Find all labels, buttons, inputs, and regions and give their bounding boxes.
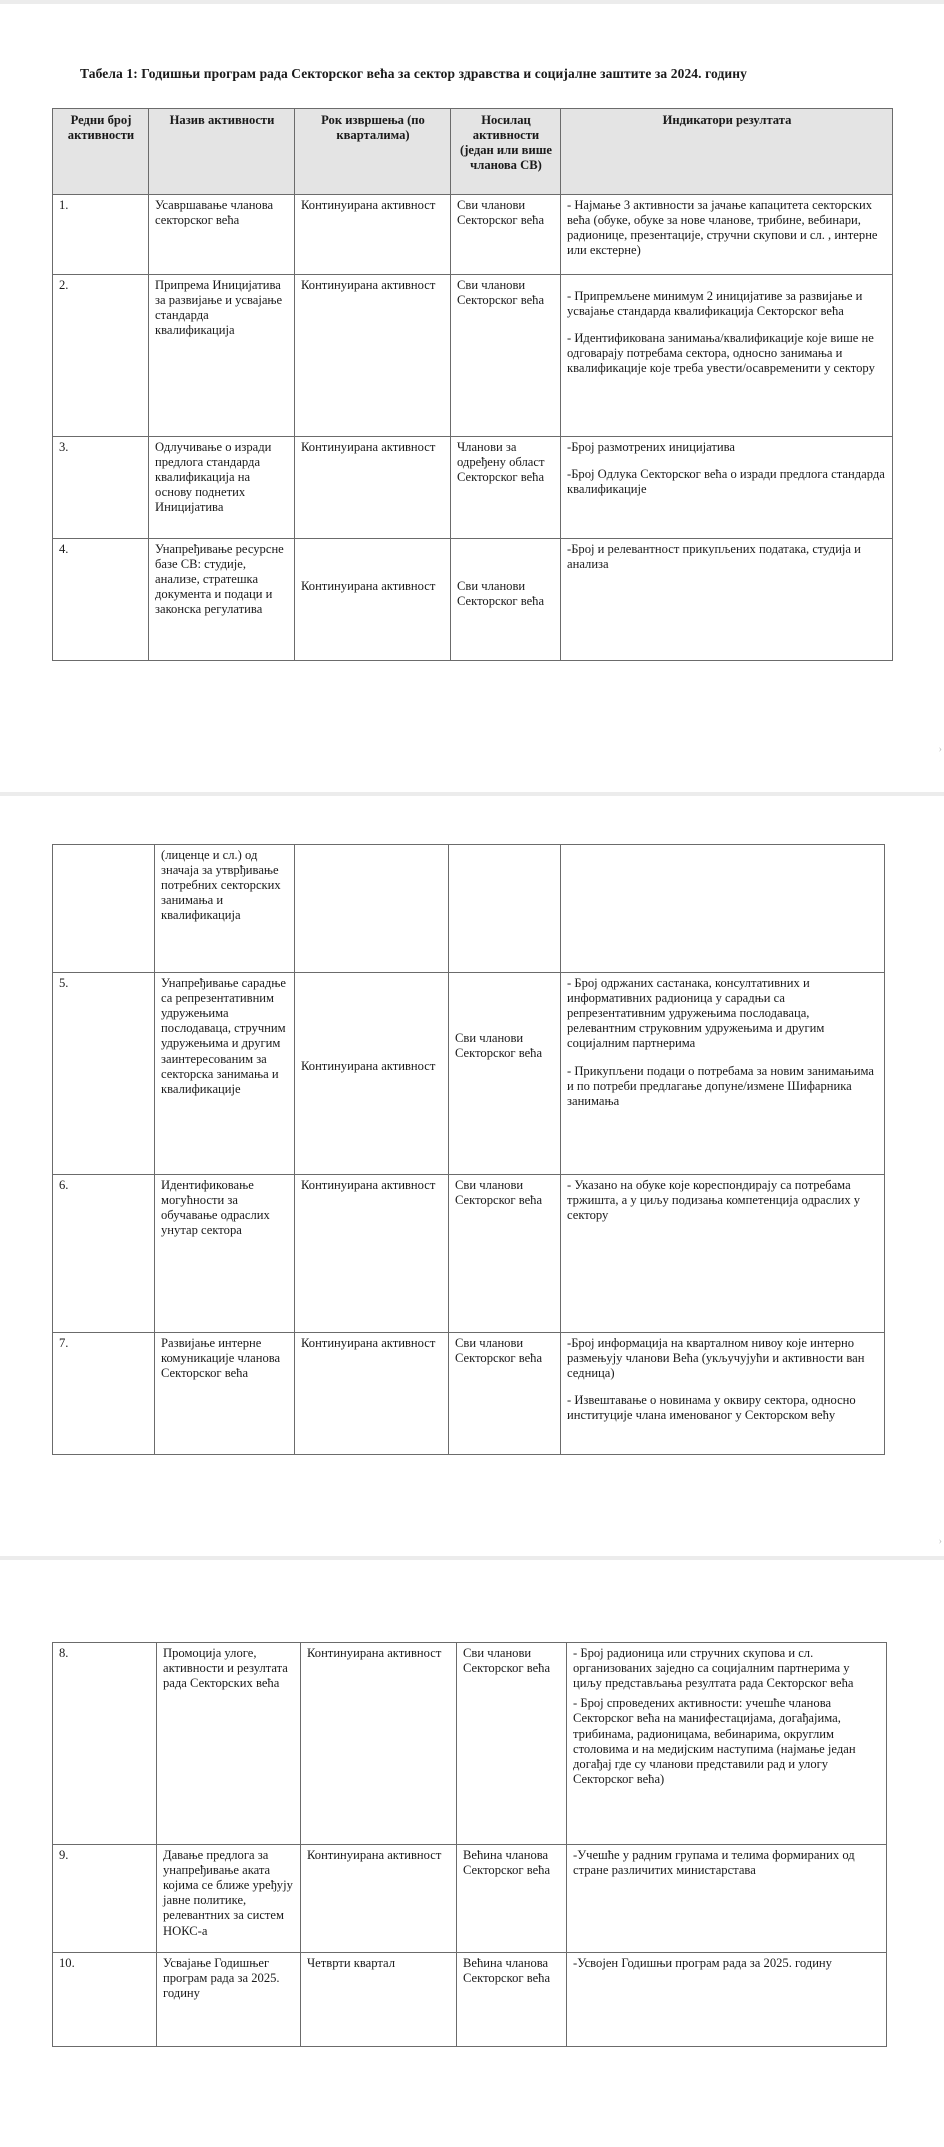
activity-owner: Већина чланова Секторског већа — [457, 1845, 567, 1953]
row-number: 4. — [53, 539, 149, 661]
empty-cell — [295, 845, 449, 973]
row-number-empty — [53, 845, 155, 973]
indicator-text: - Извештавање о новинама у оквиру сектора, односно институције члана именованог у Секторском већу — [567, 1393, 856, 1423]
document-page-3 — [0, 1560, 944, 2147]
row-number: 5. — [53, 973, 155, 1175]
indicator-text: - Број спроведених активности: учешће чланова Секторског већа на манифестацијама, догађајима, трибинама, радионицама, вебинарима, округлим столовима и на медијским наступима (најмање један догађај где су чланови представили рад и улогу Секторског већа) — [573, 1696, 856, 1786]
indicator-text: -Број размотрених иницијатива — [567, 440, 735, 454]
table-row — [53, 1643, 887, 1845]
indicator-text: -Број и релевантност прикупљених података, студија и анализа — [567, 542, 861, 572]
activity-name: Унапређивање сарадње са репрезентативним удружењима послодаваца, стручним удружењима и другим заинтересованим за секторска занимања и квалификације — [155, 973, 295, 1175]
table-row-continued — [53, 845, 885, 973]
table-row — [53, 437, 893, 539]
indicator-text: - Најмање 3 активности за јачање капацитета секторских већа (обуке, обуке за нове чланове, трибине, вебинари, радионице, презентације, стручни скупови и сл. , интерне или екстерне) — [567, 198, 878, 258]
table-row — [53, 1845, 887, 1953]
activity-table-part-2 — [52, 844, 885, 1455]
margin-mark: › — [938, 744, 942, 755]
activity-deadline: Континуирана активност — [295, 973, 449, 1175]
table-header-row — [53, 109, 893, 195]
header-indicators: Индикатори резултата — [561, 109, 893, 195]
empty-cell — [561, 845, 885, 973]
activity-indicators — [561, 973, 885, 1175]
indicator-text: -Број информација на кварталном нивоу које интерно размењују чланови Већа (укључујући и активности ван седница) — [567, 1336, 865, 1381]
row-number: 10. — [53, 1953, 157, 2047]
activity-owner: Сви чланови Секторског већа — [457, 1643, 567, 1845]
activity-indicators — [567, 1643, 887, 1845]
table-row — [53, 1953, 887, 2047]
table-row — [53, 1175, 885, 1333]
empty-cell — [449, 845, 561, 973]
indicator-text: -Учешће у радним групама и телима формираних од стране различитих министарстава — [573, 1848, 855, 1878]
activity-name: Развијање интерне комуникације чланова Секторског већа — [155, 1333, 295, 1455]
activity-indicators — [561, 275, 893, 437]
activity-owner: Сви чланови Секторског већа — [449, 1333, 561, 1455]
row-number: 6. — [53, 1175, 155, 1333]
activity-name: Одлучивање о изради предлога стандарда квалификација на основу поднетих Иницијатива — [149, 437, 295, 539]
indicator-text: - Указано на обуке које кореспондирају са потребама тржишта, а у циљу подизања компетенција одраслих у сектору — [567, 1178, 861, 1223]
activity-indicators — [561, 437, 893, 539]
activity-name: Унапређивање ресурсне базе СВ: студије, анализе, стратешка документа и подаци и законска регулатива — [149, 539, 295, 661]
header-owner: Носилац активности (један или више чланова СВ) — [451, 109, 561, 195]
header-activity-name: Назив активности — [149, 109, 295, 195]
activity-deadline: Континуирана активност — [295, 437, 451, 539]
row-number: 3. — [53, 437, 149, 539]
activity-owner: Већина чланова Секторског већа — [457, 1953, 567, 2047]
row-number: 2. — [53, 275, 149, 437]
activity-indicators — [567, 1953, 887, 2047]
activity-deadline: Континуирана активност — [301, 1643, 457, 1845]
table-caption: Табела 1: Годишњи програм рада Секторског већа за сектор здравства и социјалне заштите за 2024. годину — [80, 66, 747, 81]
table-row — [53, 539, 893, 661]
table-row — [53, 275, 893, 437]
table-row — [53, 973, 885, 1175]
activity-owner: Чланови за одређену област Секторског већа — [451, 437, 561, 539]
row-number: 1. — [53, 195, 149, 275]
header-deadline: Рок извршења (по кварталима) — [295, 109, 451, 195]
activity-indicators — [561, 539, 893, 661]
activity-table-part-3 — [52, 1642, 887, 2047]
activity-owner: Сви чланови Секторског већа — [451, 195, 561, 275]
activity-deadline: Континуирана активност — [301, 1845, 457, 1953]
row-number: 7. — [53, 1333, 155, 1455]
activity-name: Припрема Иницијатива за развијање и усвајање стандарда квалификација — [149, 275, 295, 437]
document-page-2 — [0, 796, 944, 1556]
indicator-text: -Број Одлука Секторског већа о изради предлога стандарда квалификације — [567, 467, 885, 497]
activity-name: Идентификовање могућности за обучавање одраслих унутар сектора — [155, 1175, 295, 1333]
activity-owner: Сви чланови Секторског већа — [449, 973, 561, 1175]
activity-indicators — [561, 1333, 885, 1455]
activity-owner: Сви чланови Секторског већа — [449, 1175, 561, 1333]
table-row — [53, 1333, 885, 1455]
activity-owner: Сви чланови Секторског већа — [451, 539, 561, 661]
activity-name: Усвајање Годишњег програм рада за 2025. годину — [157, 1953, 301, 2047]
table-row — [53, 195, 893, 275]
activity-name: Промоција улоге, активности и резултата рада Секторских већа — [157, 1643, 301, 1845]
activity-name-continued: (лиценце и сл.) од значаја за утврђивање потребних секторских занимања и квалификација — [155, 845, 295, 973]
indicator-text: - Број одржаних састанака, консултативних и информативних радионица у сарадњи са репрезентативним удружењима послодаваца, релевантним струковним удружењима и другим социјалним партнерима — [567, 976, 825, 1051]
activity-deadline: Континуирана активност — [295, 1333, 449, 1455]
header-num: Редни број активности — [53, 109, 149, 195]
activity-name: Усавршавање чланова секторског већа — [149, 195, 295, 275]
indicator-text: - Прикупљени подаци о потребама за новим занимањима и по потреби предлагање допуне/измене Шифарника занимања — [567, 1063, 874, 1108]
activity-deadline: Континуирана активност — [295, 1175, 449, 1333]
indicator-text: - Припремљене минимум 2 иницијативе за развијање и усвајање стандарда квалификација Секторског већа — [567, 289, 863, 319]
activity-name: Давање предлога за унапређивање аката којима се ближе уређују јавне политике, релевантних за систем НОКС-а — [157, 1845, 301, 1953]
activity-deadline: Континуирана активност — [295, 195, 451, 275]
margin-mark: › — [938, 1536, 942, 1547]
row-number: 8. — [53, 1643, 157, 1845]
indicator-text: -Усвојен Годишњи програм рада за 2025. годину — [573, 1956, 832, 1970]
indicator-text: - Број радионица или стручних скупова и сл. организованих заједно са социјалним партнерима у циљу представљања резултата рада Секторског већа — [573, 1646, 854, 1691]
activity-deadline: Четврти квартал — [301, 1953, 457, 2047]
activity-indicators — [561, 195, 893, 275]
row-number: 9. — [53, 1845, 157, 1953]
activity-indicators — [567, 1845, 887, 1953]
activity-owner: Сви чланови Секторског већа — [451, 275, 561, 437]
activity-deadline: Континуирана активност — [295, 539, 451, 661]
activity-deadline: Континуирана активност — [295, 275, 451, 437]
activity-table-part-1 — [52, 108, 893, 661]
indicator-text: - Идентификована занимања/квалификације које више не одговарају потребама сектора, односно занимања и квалификације које треба увести/осавременити у сектору — [567, 331, 875, 376]
document-page-1 — [0, 4, 944, 792]
activity-indicators — [561, 1175, 885, 1333]
